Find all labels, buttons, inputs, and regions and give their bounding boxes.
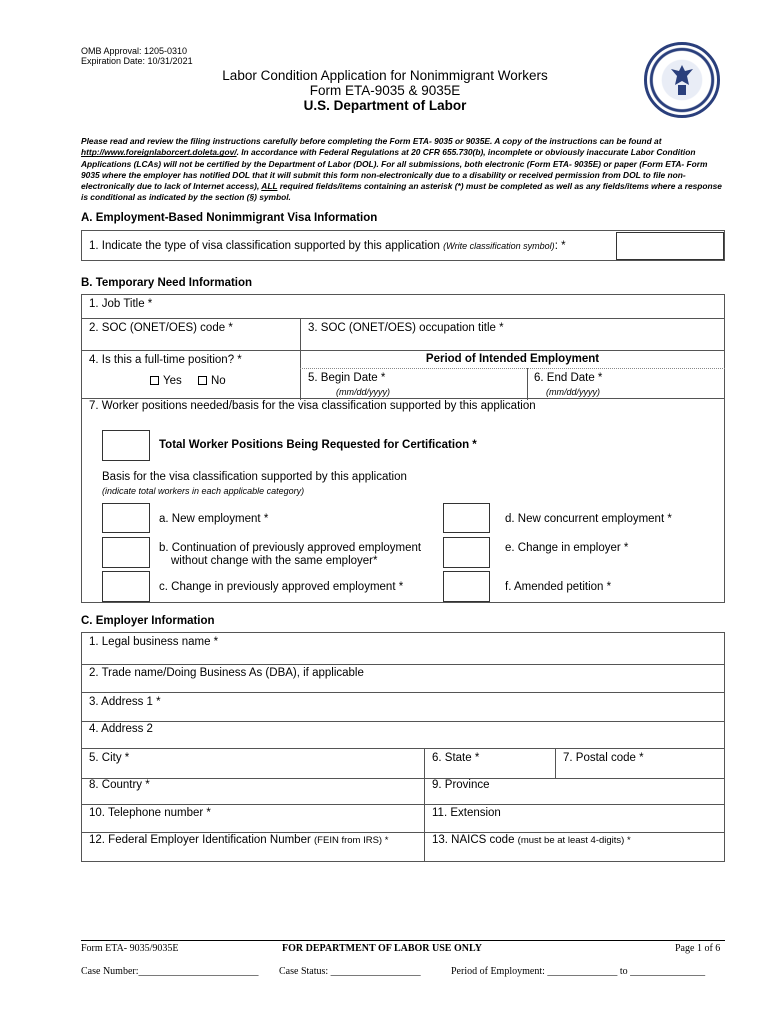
begin-date-format: (mm/dd/yyyy): [336, 387, 390, 397]
amended-petition-label: f. Amended petition *: [505, 581, 612, 593]
expiration-date: Expiration Date: 10/31/2021: [81, 56, 193, 66]
legal-name-label[interactable]: 1. Legal business name *: [89, 636, 219, 648]
divider: [81, 832, 725, 833]
fein-label[interactable]: [89, 834, 388, 846]
checkbox-icon[interactable]: [198, 376, 207, 385]
soc-title-label: 3. SOC (ONET/OES) occupation title *: [308, 322, 504, 334]
end-date-label[interactable]: 6. End Date *: [534, 372, 603, 384]
full-time-label: 4. Is this a full-time position? *: [89, 354, 242, 366]
naics-note: (must be at least 4-digits) *: [517, 835, 631, 846]
address1-label[interactable]: 3. Address 1 *: [89, 696, 161, 708]
change-employer-input[interactable]: [443, 537, 490, 568]
change-previous-label: c. Change in previously approved employment *: [159, 581, 404, 593]
footer-dol-only: FOR DEPARTMENT OF LABOR USE ONLY: [282, 943, 482, 954]
period-heading: Period of Intended Employment: [425, 353, 600, 365]
basis-note: (indicate total workers in each applicable category): [102, 486, 305, 496]
basis-label: Basis for the visa classification supported by this application: [102, 471, 407, 483]
concurrent-employment-input[interactable]: [443, 503, 490, 533]
new-employment-label: a. New employment *: [159, 513, 269, 525]
total-positions-input[interactable]: [102, 430, 150, 461]
omb-approval-number: OMB Approval: 1205-0310: [81, 46, 188, 56]
section-c-heading: C. Employer Information: [81, 615, 215, 627]
form-title: Labor Condition Application for Nonimmigrant Workers: [222, 68, 548, 83]
visa-classification-required: : *: [554, 240, 566, 252]
instructions-part3: required fields/items containing an asterisk (*) must be completed as well as any fields/items where a response is conditional as indicated by the section (§) symbol.: [81, 181, 722, 203]
eagle-icon: [669, 63, 695, 97]
footer-case-status: Case Status: __________________: [279, 966, 421, 977]
instructions-part2: . In accordance with Federal Regulations at 20 CFR 655.730(b), incomplete or obviously inaccurate Labor Condition Applications (LCAs) will not be certified by the Department of Labor (DOL). For all submissions, both electronic (Form ETA- 9035E) or paper (Form ETA- Form 9035 where the employer has notified DOL that it will submit this form non-electronically due to a disability or received permission from DOL to file non-electronically due to lack of Internet access),: [81, 147, 708, 192]
section-a-heading: A. Employment-Based Nonimmigrant Visa Information: [81, 212, 378, 224]
naics-text: 13. NAICS code: [432, 834, 515, 846]
province-label[interactable]: 9. Province: [432, 779, 490, 791]
soc-code-label: 2. SOC (ONET/OES) code *: [89, 322, 233, 334]
continuation-input[interactable]: [102, 537, 150, 568]
department-name: U.S. Department of Labor: [303, 98, 467, 113]
divider: [424, 748, 425, 862]
visa-classification-label: [89, 240, 566, 252]
divider: [81, 721, 725, 722]
divider: [527, 368, 528, 400]
instructions-part1: Please read and review the filing instructions carefully before completing the Form ETA- 9035 or 9035E. A copy of the instructions can be found at: [81, 136, 662, 146]
city-label[interactable]: 5. City *: [89, 752, 130, 764]
footer-divider: [81, 940, 725, 941]
new-employment-input[interactable]: [102, 503, 150, 533]
instructions-all: ALL: [261, 181, 278, 192]
address2-label[interactable]: 4. Address 2: [89, 723, 153, 735]
full-time-no[interactable]: [198, 375, 226, 387]
divider: [81, 748, 725, 749]
checkbox-icon[interactable]: [150, 376, 159, 385]
filing-instructions: [81, 136, 725, 204]
continuation-label: b. Continuation of previously approved employment: [159, 542, 422, 554]
divider: [300, 368, 725, 369]
concurrent-employment-label: d. New concurrent employment *: [505, 513, 672, 525]
visa-classification-question: 1. Indicate the type of visa classification supported by this application: [89, 240, 440, 252]
footer-page-number: Page 1 of 6: [675, 943, 721, 954]
amended-petition-input[interactable]: [443, 571, 490, 602]
form-number: Form ETA-9035 & 9035E: [309, 83, 461, 98]
visa-classification-input[interactable]: [616, 232, 724, 260]
change-previous-input[interactable]: [102, 571, 150, 602]
telephone-label[interactable]: 10. Telephone number *: [89, 807, 211, 819]
instructions-link[interactable]: http://www.foreignlaborcert.doleta.gov/: [81, 147, 237, 158]
no-label: No: [211, 375, 226, 387]
footer-form-id: Form ETA- 9035/9035E: [81, 943, 179, 954]
divider: [81, 350, 725, 351]
change-employer-label: e. Change in employer *: [505, 542, 629, 554]
divider: [81, 692, 725, 693]
divider: [555, 748, 556, 778]
end-date-format: (mm/dd/yyyy): [546, 387, 600, 397]
section-b-heading: B. Temporary Need Information: [81, 277, 253, 289]
divider: [81, 804, 725, 805]
yes-label: Yes: [163, 375, 182, 387]
omb-approval: [81, 46, 193, 66]
dba-label[interactable]: 2. Trade name/Doing Business As (DBA), if applicable: [89, 667, 364, 679]
state-label[interactable]: 6. State *: [432, 752, 480, 764]
divider: [81, 778, 725, 779]
fein-text: 12. Federal Employer Identification Number: [89, 834, 311, 846]
naics-label[interactable]: [432, 834, 631, 846]
fein-note: (FEIN from IRS) *: [314, 835, 389, 846]
postal-code-label[interactable]: 7. Postal code *: [563, 752, 644, 764]
worker-positions-label: 7. Worker positions needed/basis for the visa classification supported by this application: [89, 400, 536, 412]
extension-label[interactable]: 11. Extension: [432, 807, 501, 819]
job-title-label: 1. Job Title *: [89, 298, 153, 310]
country-label[interactable]: 8. Country *: [89, 779, 150, 791]
footer-case-number: Case Number:________________________: [81, 966, 259, 977]
divider: [81, 318, 725, 319]
full-time-yes[interactable]: [150, 375, 182, 387]
divider: [81, 664, 725, 665]
continuation-label-2: without change with the same employer*: [171, 555, 378, 567]
begin-date-label[interactable]: 5. Begin Date *: [308, 372, 386, 384]
visa-classification-note: (Write classification symbol): [443, 241, 555, 251]
footer-period: Period of Employment: ______________ to _______________: [451, 966, 706, 977]
divider: [81, 398, 725, 399]
total-positions-label: Total Worker Positions Being Requested for Certification *: [159, 439, 477, 451]
dol-seal-logo: [644, 42, 720, 118]
